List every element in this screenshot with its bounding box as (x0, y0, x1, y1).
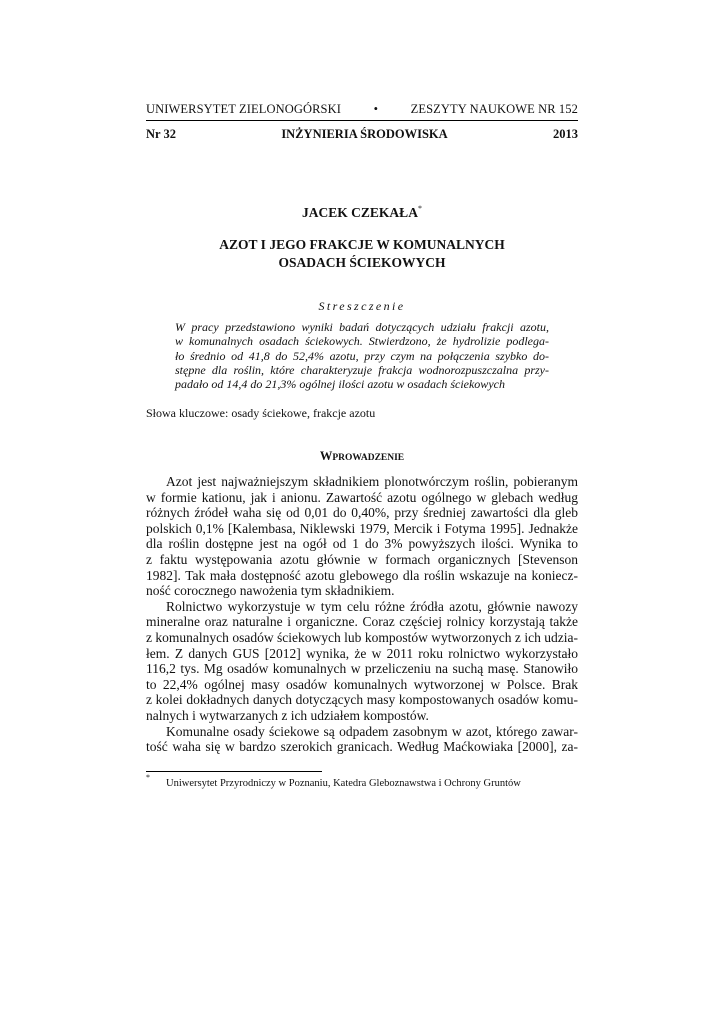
body-line: z komunalnych osadów ściekowych lub kompostów wytworzonych z ich udzia- (146, 629, 578, 645)
body-line: nalnych i wytwarzanych z ich udziałem kompostów. (146, 707, 429, 723)
title-line-2: OSADACH ŚCIEKOWYCH (278, 255, 446, 270)
footnote-mark: * (146, 773, 150, 782)
body-line: dla roślin dostępne jest na ogół od 1 do 3% powyższych ilości. Wynika to (146, 536, 578, 552)
issue-header (146, 127, 578, 142)
header-bullet: • (373, 102, 379, 116)
body-text (146, 474, 578, 755)
header-series: INŻYNIERIA ŚRODOWISKA (281, 127, 448, 141)
body-line: Rolnictwo wykorzystuje w tym celu różne źródła azotu, głównie nawozy (166, 598, 578, 614)
footnote-text: Uniwersytet Przyrodniczy w Poznaniu, Katedra Gleboznawstwa i Ochrony Gruntów (166, 778, 521, 789)
body-line: 116,2 tys. Mg osadów komunalnych w przeliczeniu na suchą masę. Stanowiło (146, 661, 578, 677)
body-line: Azot jest najważniejszym składnikiem plonotwórczym roślin, pobieranym (166, 474, 578, 489)
body-line: łem. Z danych GUS [2012] wynika, że w 2011 roku rolnictwo wykorzystało (146, 645, 578, 661)
body-line: Komunalne osady ściekowe są odpadem zasobnym w azot, którego zawar- (166, 723, 578, 739)
header-issue: Nr 32 (146, 127, 176, 141)
abstract-line: ło średnio od 41,8 do 52,4% azotu, przy czym na połączenia szybko do- (175, 348, 549, 363)
body-line: z kolei dokładnych danych dotyczących masy kompostowanych osadów komu- (146, 692, 578, 708)
keywords: Słowa kluczowe: osady ściekowe, frakcje azotu (146, 406, 376, 420)
body-line: tość waha się w bardzo szerokich granicach. Według Maćkowiaka [2000], za- (146, 739, 578, 755)
author-name: JACEK CZEKAŁA (302, 205, 418, 220)
title-line-1: AZOT I JEGO FRAKCJE W KOMUNALNYCH (219, 237, 505, 252)
section-initial: W (319, 449, 333, 463)
footnote-rule (146, 771, 322, 772)
body-line: z faktu występowania azotu głównie w formach organicznych [Stevenson (146, 551, 578, 567)
abstract-text (175, 320, 549, 391)
body-line: ność corocznego nawożenia tym składnikiem. (146, 583, 395, 599)
abstract-line: padało od 14,4 do 21,3% ogólnej ilości azotu w osadach ściekowych (175, 377, 505, 392)
abstract-line: w komunalnych osadach ściekowych. Stwierdzono, że hydrolizie podlega- (175, 334, 549, 349)
author (146, 204, 578, 221)
body-line: mineralne oraz naturalne i organiczne. Coraz częściej rolnicy korzystają także (146, 614, 578, 630)
author-footnote-mark: * (417, 204, 422, 213)
header-university: UNIWERSYTET ZIELONOGÓRSKI (146, 102, 341, 116)
header-journal: ZESZYTY NAUKOWE NR 152 (410, 102, 578, 116)
body-line: różnych źródeł waha się od 0,01 do 0,40%, przy średniej zawartości dla gleb (146, 505, 578, 521)
header-rule (146, 120, 578, 121)
abstract-heading: Streszczenie (318, 299, 406, 313)
body-line: 1982]. Tak mała dostępność azotu glebowego dla roślin wskazuje na koniecz- (146, 567, 578, 583)
abstract-line: stępne dla roślin, które charakteryzuje frakcja wodnorozpuszczalna przy- (175, 362, 549, 377)
section-rest: PROWADZENIE (332, 453, 405, 463)
paper-title (146, 236, 578, 272)
running-header (146, 102, 578, 117)
abstract-line: W pracy przedstawiono wyniki badań dotyczących udziału frakcji azotu, (175, 320, 549, 334)
body-line: to 22,4% ogólnej masy osadów komunalnych wytworzonej w Polsce. Brak (146, 676, 578, 692)
body-line: w formie kationu, jak i anionu. Zawartość azotu ogólnego w glebach według (146, 489, 578, 505)
section-heading (146, 449, 578, 464)
body-line: polskich 0,1% [Kalembasa, Niklewski 1979, Mercik i Fotyma 1995]. Jednakże (146, 520, 578, 536)
header-year: 2013 (553, 127, 578, 141)
